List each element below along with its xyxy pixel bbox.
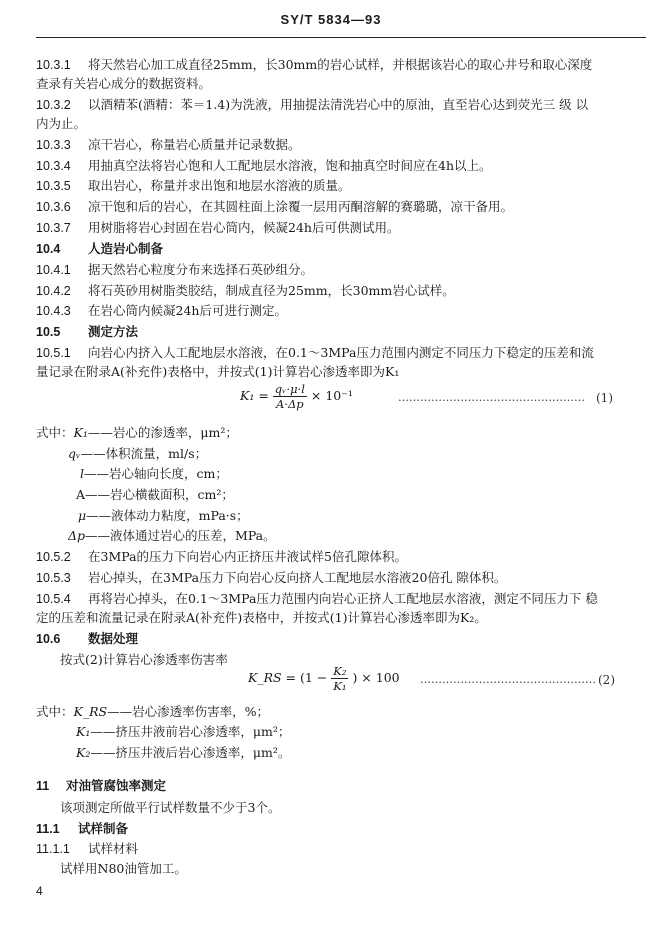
- para-10-4-1: [36, 261, 646, 279]
- para-10-3-4: [36, 157, 646, 175]
- formula-lhs: K_RS =: [248, 670, 297, 685]
- clause-number: 10.5.2: [36, 550, 71, 564]
- para-10-5-4-line1: [36, 590, 646, 608]
- defs-prefix: 式中：: [36, 704, 74, 719]
- para-10-3-5: [36, 177, 646, 195]
- formula-lhs: K₁ =: [240, 388, 269, 403]
- para-11-1-1-text: 试样用N80油管加工。: [60, 861, 187, 876]
- def-symbol: K_RS: [73, 704, 108, 719]
- clause-text: 用树脂将岩心封固在岩心筒内，候凝24h后可供测试用。: [88, 220, 400, 235]
- para-10-5-1-line1: [36, 344, 646, 362]
- fraction-denominator: A·Δp: [276, 397, 304, 411]
- def-description: ——体积流量，ml/s；: [80, 446, 208, 461]
- defs-1-row-3: [76, 486, 576, 504]
- def-symbol: K₁: [73, 425, 88, 440]
- clause-number: 10.3.2: [36, 98, 71, 112]
- clause-text: 用抽真空法将岩心饱和人工配地层水溶液，饱和抽真空时间应在4h以上。: [88, 158, 492, 173]
- clause-text: 在3MPa的压力下向岩心内正挤压井液试样5倍孔隙体积。: [88, 549, 408, 564]
- defs-1-row-5: [68, 527, 568, 545]
- clause-number: 10.5: [36, 325, 61, 339]
- clause-number: 10.3.3: [36, 138, 71, 152]
- formula-close: ) × 100: [352, 670, 400, 685]
- clause-number: 10.6: [36, 632, 61, 646]
- def-symbol: l: [80, 466, 84, 481]
- clause-number: 10.5.1: [36, 346, 71, 360]
- formula-2-leader: …………………………………………: [420, 673, 596, 686]
- defs-1-row-4: [78, 507, 578, 525]
- standard-header: SY/T 5834—93: [280, 12, 382, 27]
- def-symbol: Δp: [68, 528, 86, 543]
- clause-number: 10.3.5: [36, 179, 71, 193]
- clause-title: 试样材料: [88, 841, 139, 856]
- clause-title: 测定方法: [88, 324, 139, 339]
- def-description: ——岩心的渗透率，μm²；: [87, 425, 238, 440]
- defs-1-row-1: [68, 445, 568, 463]
- def-description: ——挤压井液前岩心渗透率，μm²；: [90, 724, 291, 739]
- clause-number: 10.3.4: [36, 159, 71, 173]
- header-rule: [36, 37, 646, 38]
- clause-number: 10.3.1: [36, 58, 71, 72]
- formula-tail: × 10⁻¹: [310, 388, 353, 403]
- para-10-5-1-line2: 量记录在附录A(补充件)表格中，并按式(1)计算岩心渗透率即为K₁: [36, 364, 400, 379]
- clause-title: 人造岩心制备: [88, 241, 164, 256]
- clause-text: 凉干岩心，称量岩心质量并记录数据。: [88, 137, 301, 152]
- defs-1-row-2: [80, 465, 580, 483]
- para-10-5-4-line2: 定的压差和流量记录在附录A(补充件)表格中，并按式(1)计算岩心渗透率即为K₂。: [36, 610, 487, 625]
- para-10-4-3: [36, 302, 646, 320]
- para-11-text: 该项测定所做平行试样数量不少于3个。: [60, 800, 281, 815]
- defs-2-row-2: [76, 744, 616, 762]
- clause-number: 10.5.3: [36, 571, 71, 585]
- def-description: ——岩心轴向长度，cm；: [84, 466, 228, 481]
- defs-2-row-1: [76, 723, 616, 741]
- para-10-3-3: [36, 136, 646, 154]
- fraction-denominator: K₁: [333, 679, 347, 693]
- fraction-numerator: K₂: [333, 664, 347, 678]
- clause-text: 凉干饱和后的岩心，在其圆柱面上涂覆一层用丙酮溶解的赛璐璐，凉干备用。: [88, 199, 514, 214]
- clause-text: 以酒精苯(酒精：苯＝1.4)为洗液，用抽提法清洗岩心中的原油，直至岩心达到荧光三 级 以: [88, 97, 589, 112]
- formula-fraction: [331, 664, 348, 693]
- heading-11-1-1: [36, 840, 646, 858]
- heading-10-4: [36, 240, 646, 258]
- def-description: ——液体通过岩心的压差，MPa。: [85, 528, 276, 543]
- clause-title: 数据处理: [88, 631, 139, 646]
- heading-11-1: [36, 820, 646, 838]
- def-description: ——挤压井液后岩心渗透率，μm²。: [90, 745, 291, 760]
- clause-number: 10.3.7: [36, 221, 71, 235]
- defs-2-row-0: [36, 703, 646, 721]
- para-10-3-1-line1: [36, 56, 646, 74]
- defs-1-row-0: [36, 424, 646, 442]
- clause-title: 试样制备: [78, 821, 129, 836]
- clause-number: 10.4.1: [36, 263, 71, 277]
- para-10-3-6: [36, 198, 646, 216]
- formula-2: [248, 664, 400, 693]
- fraction-numerator: qᵥ·μ·l: [274, 382, 305, 396]
- clause-text: 向岩心内挤入人工配地层水溶液，在0.1～3MPa压力范围内测定不同压力下稳定的压差和流: [88, 345, 594, 360]
- clause-number: 10.4.3: [36, 304, 71, 318]
- clause-text: 取出岩心，称量并求出饱和地层水溶液的质量。: [88, 178, 351, 193]
- formula-2-label: (2): [598, 673, 615, 687]
- clause-number: 10.5.4: [36, 592, 71, 606]
- heading-10-6: [36, 630, 646, 648]
- clause-text: 再将岩心掉头，在0.1～3MPa压力范围内向岩心正挤人工配地层水溶液，测定不同压力下 稳: [88, 591, 598, 606]
- formula-fraction: [273, 382, 307, 411]
- def-symbol: A: [76, 487, 86, 502]
- clause-number: 10.3.6: [36, 200, 71, 214]
- clause-text: 岩心掉头，在3MPa压力下向岩心反向挤人工配地层水溶液20倍孔 隙体积。: [88, 570, 507, 585]
- clause-text: 将石英砂用树脂类胶结，制成直径为25mm，长30mm岩心试样。: [88, 283, 455, 298]
- defs-prefix: 式中：: [36, 425, 74, 440]
- clause-title: 对油管腐蚀率测定: [66, 778, 167, 793]
- clause-text: 将天然岩心加工成直径25mm，长30mm的岩心试样，并根据该岩心的取心井号和取心深度: [88, 57, 593, 72]
- para-10-4-2: [36, 282, 646, 300]
- clause-number: 11: [36, 779, 50, 793]
- clause-text: 据天然岩心粒度分布来选择石英砂组分。: [88, 262, 314, 277]
- def-symbol: μ: [78, 508, 87, 523]
- clause-text: 在岩心筒内候凝24h后可进行测定。: [88, 303, 287, 318]
- def-symbol: qᵥ: [68, 446, 81, 461]
- para-10-5-2: [36, 548, 646, 566]
- para-10-3-7: [36, 219, 646, 237]
- formula-1-label: (1): [596, 391, 613, 405]
- def-description: ——岩心横截面积，cm²；: [85, 487, 234, 502]
- formula-1-leader: ……………………………………………: [398, 391, 585, 404]
- clause-number: 10.4.2: [36, 284, 71, 298]
- clause-number: 10.4: [36, 242, 61, 256]
- formula-open: (1 −: [300, 670, 328, 685]
- clause-number: 11.1: [36, 822, 60, 836]
- def-symbol: K₁: [76, 724, 91, 739]
- def-description: ——液体动力粘度，mPa·s；: [86, 508, 249, 523]
- clause-number: 11.1.1: [36, 842, 70, 856]
- def-description: ——岩心渗透率伤害率，%；: [107, 704, 269, 719]
- page-number: 4: [36, 884, 43, 898]
- para-10-6-text: 按式(2)计算岩心渗透率伤害率: [60, 652, 228, 667]
- formula-1: [240, 382, 353, 411]
- heading-11: [36, 777, 646, 795]
- heading-10-5: [36, 323, 646, 341]
- para-10-5-3: [36, 569, 646, 587]
- def-symbol: K₂: [76, 745, 91, 760]
- para-10-3-2-line2: 内为止。: [36, 116, 87, 131]
- para-10-3-1-line2: 查录有关岩心成分的数据资料。: [36, 76, 212, 91]
- para-10-3-2-line1: [36, 96, 646, 114]
